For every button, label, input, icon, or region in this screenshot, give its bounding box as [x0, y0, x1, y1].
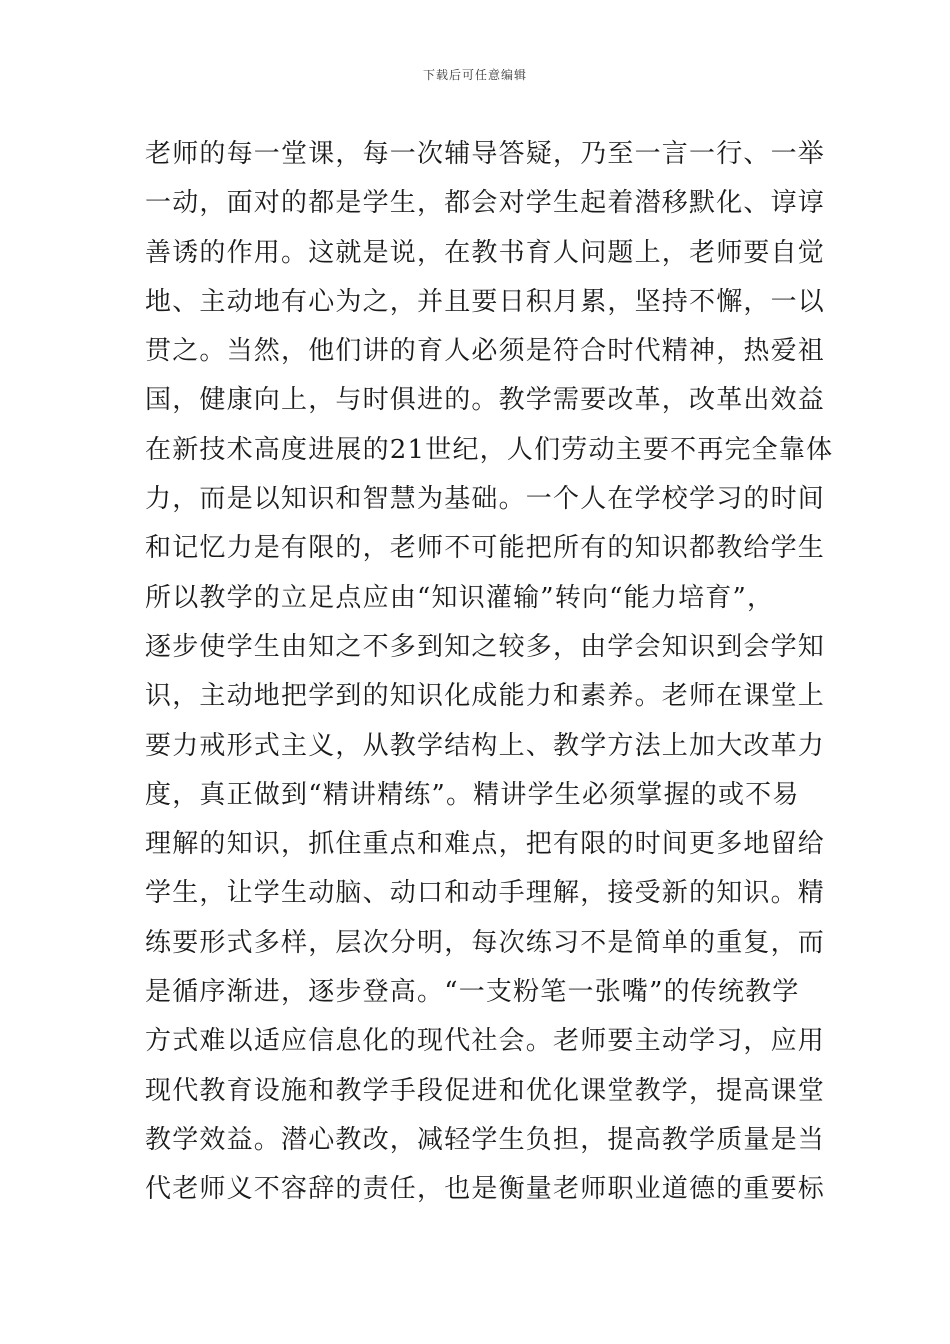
text-line: 在新技术高度进展的21世纪，人们劳动主要不再完全靠体 — [145, 434, 834, 465]
text-line: 理解的知识，抓住重点和难点，把有限的时间更多地留给 — [145, 829, 826, 860]
text-line: 练要形式多样，层次分明，每次练习不是简单的重复，而 — [145, 927, 826, 958]
text-line: 学生，让学生动脑、动口和动手理解，接受新的知识。精 — [145, 878, 826, 909]
text-line: 教学效益。潜心教改，减轻学生负担，提高教学质量是当 — [145, 1124, 826, 1155]
text-line: 和记忆力是有限的，老师不可能把所有的知识都教给学生 — [145, 533, 826, 564]
text-line: 老师的每一堂课，每一次辅导答疑，乃至一言一行、一举 — [145, 139, 826, 169]
text-line: 善诱的作用。这就是说，在教书育人问题上，老师要自觉 — [145, 237, 826, 268]
text-line: 代老师义不容辞的责任，也是衡量老师职业道德的重要标 — [145, 1174, 826, 1205]
text-line: 国，健康向上，与时俱进的。教学需要改革，改革出效益 — [145, 385, 826, 416]
text-line: 逐步使学生由知之不多到知之较多，由学会知识到会学知 — [145, 631, 826, 662]
header-note: 下载后可任意编辑 — [422, 68, 527, 82]
text-line: 方式难以适应信息化的现代社会。老师要主动学习，应用 — [145, 1026, 826, 1057]
text-line: 识，主动地把学到的知识化成能力和素养。老师在课堂上 — [145, 681, 826, 712]
body-text — [145, 130, 834, 1215]
text-line: 力，而是以知识和智慧为基础。一个人在学校学习的时间 — [145, 484, 826, 515]
text-line: 一动，面对的都是学生，都会对学生起着潜移默化、谆谆 — [145, 188, 826, 219]
text-line: 所以教学的立足点应由“知识灌输”转向“能力培育”， — [145, 582, 775, 613]
text-line: 地、主动地有心为之，并且要日积月累，坚持不懈，一以 — [145, 286, 826, 317]
text-line: 要力戒形式主义，从教学结构上、教学方法上加大改革力 — [145, 730, 826, 761]
text-line: 度，真正做到“精讲精练”。精讲学生必须掌握的或不易 — [145, 779, 800, 810]
text-line: 贯之。当然，他们讲的育人必须是符合时代精神，热爱祖 — [145, 336, 826, 367]
text-line: 现代教育设施和教学手段促进和优化课堂教学，提高课堂 — [145, 1075, 826, 1106]
text-line: 是循序渐进，逐步登高。“一支粉笔一张嘴”的传统教学 — [145, 977, 800, 1008]
